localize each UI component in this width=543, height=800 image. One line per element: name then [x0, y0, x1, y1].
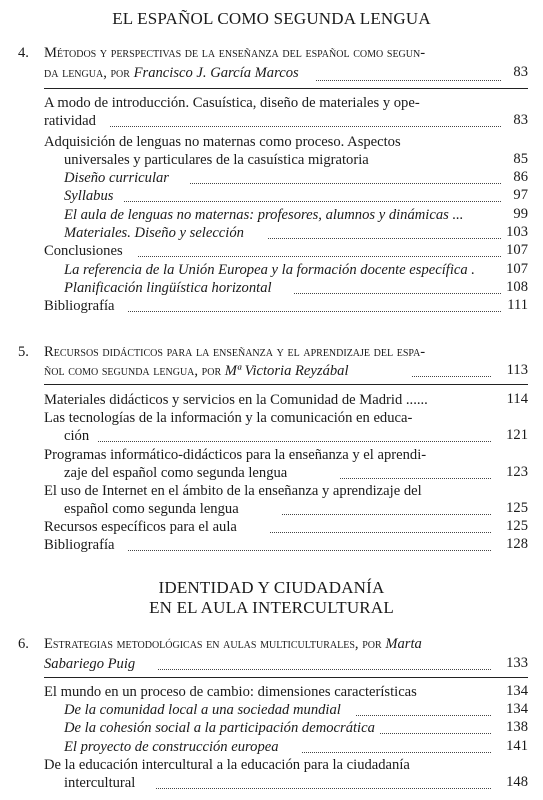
toc-entry-cont: español como segunda lengua [64, 501, 239, 517]
toc-entry: Bibliografía [44, 298, 115, 314]
page-number: 113 [506, 362, 528, 378]
toc-entry: Conclusiones [44, 243, 123, 259]
chapter-title-text: ñol como segunda lengua, por [44, 363, 225, 379]
toc-subentry: Planificación lingüística horizontal [64, 280, 272, 296]
leader-dots [340, 478, 491, 479]
chapter-author: Francisco J. García Marcos [133, 65, 299, 81]
toc-entry: De la educación intercultural a la educación para la ciudadanía [44, 757, 410, 773]
toc-entry-cont: intercultural [64, 775, 136, 791]
toc-entry: Adquisición de lenguas no maternas como proceso. Aspectos [44, 134, 401, 150]
chapter-author-cont: Sabariego Puig [44, 656, 136, 672]
page-number: 121 [506, 427, 528, 443]
toc-entry: Programas informático-didácticos para la enseñanza y el aprendi- [44, 447, 427, 463]
chapter-title-cont [44, 362, 349, 380]
page-number: 138 [506, 719, 528, 735]
chapter-title-text: Estrategias metodológicas en aulas multiculturales, por [44, 636, 386, 652]
page-number: 97 [513, 187, 528, 203]
leader-dots [98, 441, 491, 442]
part-title: EL ESPAÑOL COMO SEGUNDA LENGUA [112, 9, 431, 28]
page-number: 85 [513, 151, 528, 167]
chapter-author: Marta [385, 636, 422, 652]
leader-dots [316, 80, 501, 81]
page-number: 103 [506, 224, 528, 240]
page-number: 134 [506, 701, 528, 717]
toc-entry: El mundo en un proceso de cambio: dimensiones características [44, 684, 417, 700]
page-number: 134 [506, 683, 528, 699]
toc-entry: Las tecnologías de la información y la comunicación en educa- [44, 410, 413, 426]
leader-dots [302, 752, 491, 753]
page-number: 114 [506, 391, 528, 407]
page-number: 86 [513, 169, 528, 185]
part-title: IDENTIDAD Y CIUDADANÍA [158, 578, 385, 597]
divider [44, 677, 528, 678]
page-number: 148 [506, 774, 528, 790]
page-number: 128 [506, 536, 528, 552]
toc-entry-cont: zaje del español como segunda lengua [64, 465, 288, 481]
chapter-title: Recursos didácticos para la enseñanza y el aprendizaje del espa- [44, 344, 426, 360]
leader-dots [380, 733, 491, 734]
leader-dots [268, 238, 501, 239]
leader-dots [282, 514, 491, 515]
leader-dots [412, 376, 491, 377]
chapter-title [44, 635, 422, 653]
chapter-number: 4. [18, 45, 29, 61]
divider [44, 88, 528, 89]
leader-dots [156, 788, 491, 789]
leader-dots [294, 293, 501, 294]
page-number: 125 [506, 500, 528, 516]
toc-entry-cont: ratividad [44, 113, 96, 129]
page-number: 108 [506, 279, 528, 295]
leader-dots [110, 126, 501, 127]
leader-dots [270, 532, 491, 533]
page-number: 83 [513, 64, 528, 80]
toc-subentry: De la cohesión social a la participación democrática [64, 720, 375, 736]
chapter-title: Métodos y perspectivas de la enseñanza del español como segun- [44, 45, 426, 61]
toc-entry: El uso de Internet en el ámbito de la enseñanza y aprendizaje del [44, 483, 422, 499]
toc-subentry: El aula de lenguas no maternas: profesores, alumnos y dinámicas ... [64, 207, 464, 223]
chapter-number: 6. [18, 636, 29, 652]
page-number: 125 [506, 518, 528, 534]
leader-dots [158, 669, 491, 670]
page-number: 111 [507, 297, 528, 313]
page-number: 123 [506, 464, 528, 480]
chapter-number: 5. [18, 344, 29, 360]
part-title-cont: EN EL AULA INTERCULTURAL [149, 598, 394, 617]
chapter-author: Mª Victoria Reyzábal [224, 363, 349, 379]
toc-subentry: El proyecto de construcción europea [64, 739, 279, 755]
toc-subentry: Syllabus [64, 188, 114, 204]
leader-dots [124, 201, 501, 202]
chapter-title-text: da lengua, por [44, 65, 134, 81]
toc-subentry: La referencia de la Unión Europea y la formación docente específica . [64, 262, 475, 278]
chapter-title-cont [44, 64, 299, 82]
page-number: 133 [506, 655, 528, 671]
toc-subentry: Diseño curricular [64, 170, 169, 186]
toc-entry: Recursos específicos para el aula [44, 519, 237, 535]
toc-entry: Materiales didácticos y servicios en la Comunidad de Madrid ...... [44, 392, 428, 408]
leader-dots [128, 311, 501, 312]
toc-subentry: De la comunidad local a una sociedad mundial [64, 702, 341, 718]
page-number: 99 [513, 206, 528, 222]
toc-entry: Bibliografía [44, 537, 115, 553]
page-number: 107 [506, 261, 528, 277]
toc-subentry: Materiales. Diseño y selección [64, 225, 244, 241]
leader-dots [128, 550, 491, 551]
toc-entry: A modo de introducción. Casuística, diseño de materiales y ope- [44, 95, 420, 111]
page-number: 141 [506, 738, 528, 754]
divider [44, 384, 528, 385]
leader-dots [356, 715, 491, 716]
leader-dots [190, 183, 501, 184]
toc-entry-cont: universales y particulares de la casuística migratoria [64, 152, 369, 168]
page-number: 107 [506, 242, 528, 258]
toc-entry-cont: ción [64, 428, 90, 444]
page-number: 83 [513, 112, 528, 128]
leader-dots [138, 256, 501, 257]
